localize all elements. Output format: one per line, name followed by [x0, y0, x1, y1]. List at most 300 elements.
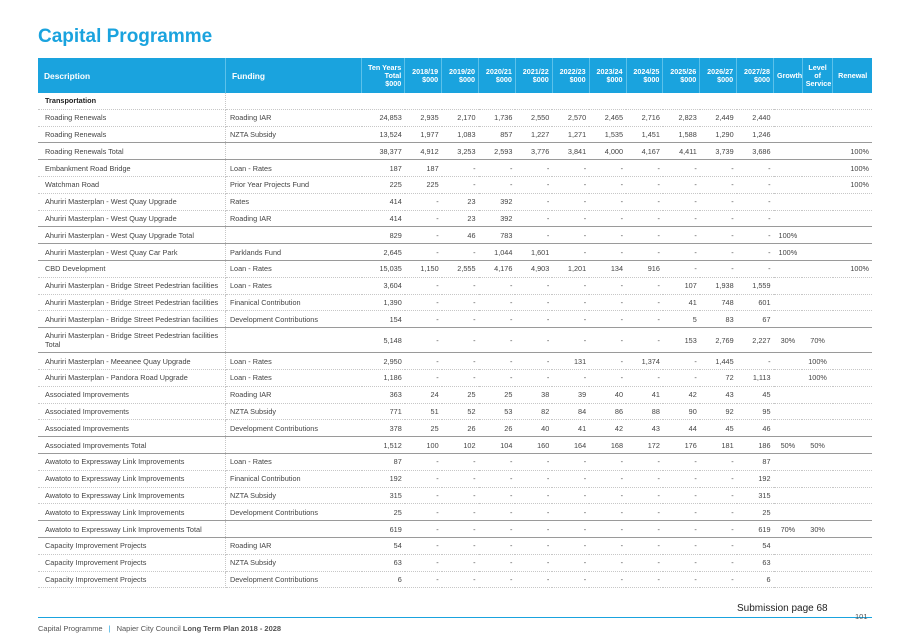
- cell-total: 5,148: [362, 328, 405, 353]
- cell-description: Capacity Improvement Projects: [38, 554, 225, 571]
- cell-total: 154: [362, 311, 405, 328]
- cell-year-value: -: [663, 244, 700, 261]
- cell-year-value: -: [442, 369, 479, 386]
- cell-year-value: 23: [442, 210, 479, 227]
- cell-year-value: 2,769: [700, 328, 737, 353]
- cell-growth: 100%: [774, 244, 803, 261]
- cell-year-value: -: [552, 244, 589, 261]
- cell-level-of-service: [802, 537, 833, 554]
- total-row: [38, 521, 872, 538]
- cell-renewal: [833, 126, 872, 143]
- cell-growth: [774, 193, 803, 210]
- cell-growth: [774, 277, 803, 294]
- cell-year-value: 1,445: [700, 353, 737, 370]
- cell-year-value: -: [589, 277, 626, 294]
- total-row: [38, 143, 872, 160]
- cell-year-value: 2,170: [442, 109, 479, 126]
- header-total: Ten Years Total $000: [362, 58, 405, 93]
- cell-level-of-service: 70%: [802, 328, 833, 353]
- cell-year-value: 1,938: [700, 277, 737, 294]
- cell-year-value: 3,776: [515, 143, 552, 160]
- cell-total: 24,853: [362, 109, 405, 126]
- cell-year-value: -: [442, 160, 479, 177]
- cell-year-value: 45: [700, 420, 737, 437]
- cell-growth: 30%: [774, 328, 803, 353]
- cell-year-value: -: [552, 311, 589, 328]
- cell-year-value: -: [626, 537, 663, 554]
- cell-year-value: -: [405, 571, 442, 588]
- cell-renewal: 100%: [833, 160, 872, 177]
- cell-description: Ahuriri Masterplan - West Quay Car Park: [38, 244, 225, 261]
- cell-year-value: -: [515, 176, 552, 193]
- cell-growth: [774, 420, 803, 437]
- cell-year-value: 2,593: [479, 143, 516, 160]
- empty-cell: [833, 93, 872, 109]
- cell-level-of-service: [802, 470, 833, 487]
- cell-growth: [774, 403, 803, 420]
- cell-year-value: 1,290: [700, 126, 737, 143]
- cell-funding: NZTA Subsidy: [225, 487, 361, 504]
- cell-year-value: -: [589, 554, 626, 571]
- cell-year-value: 601: [737, 294, 774, 311]
- cell-total: 414: [362, 210, 405, 227]
- cell-year-value: 104: [479, 437, 516, 454]
- empty-cell: [700, 93, 737, 109]
- cell-level-of-service: [802, 160, 833, 177]
- cell-year-value: 186: [737, 437, 774, 454]
- cell-renewal: [833, 504, 872, 521]
- cell-level-of-service: [802, 260, 833, 277]
- cell-renewal: [833, 353, 872, 370]
- cell-funding: Development Contributions: [225, 504, 361, 521]
- table-row: [38, 353, 872, 370]
- cell-year-value: -: [442, 470, 479, 487]
- cell-year-value: 86: [589, 403, 626, 420]
- cell-year-value: 6: [737, 571, 774, 588]
- cell-year-value: -: [589, 193, 626, 210]
- cell-year-value: -: [405, 487, 442, 504]
- cell-year-value: 45: [737, 386, 774, 403]
- cell-year-value: 25: [442, 386, 479, 403]
- cell-total: 1,390: [362, 294, 405, 311]
- cell-year-value: 51: [405, 403, 442, 420]
- cell-level-of-service: [802, 403, 833, 420]
- cell-year-value: 1,559: [737, 277, 774, 294]
- cell-funding: Finanical Contribution: [225, 470, 361, 487]
- cell-year-value: 39: [552, 386, 589, 403]
- cell-year-value: -: [589, 176, 626, 193]
- cell-year-value: -: [442, 487, 479, 504]
- cell-renewal: [833, 403, 872, 420]
- total-row: [38, 328, 872, 353]
- empty-cell: [802, 93, 833, 109]
- cell-year-value: 25: [737, 504, 774, 521]
- cell-year-value: -: [405, 311, 442, 328]
- cell-level-of-service: [802, 420, 833, 437]
- cell-year-value: -: [589, 244, 626, 261]
- empty-cell: [774, 93, 803, 109]
- empty-cell: [362, 93, 405, 109]
- cell-year-value: 4,411: [663, 143, 700, 160]
- cell-year-value: 2,465: [589, 109, 626, 126]
- cell-year-value: -: [700, 470, 737, 487]
- cell-renewal: [833, 487, 872, 504]
- cell-renewal: [833, 537, 872, 554]
- cell-year-value: 176: [663, 437, 700, 454]
- cell-funding: Loan - Rates: [225, 160, 361, 177]
- cell-year-value: 2,440: [737, 109, 774, 126]
- cell-funding: Loan - Rates: [225, 277, 361, 294]
- cell-year-value: -: [552, 571, 589, 588]
- table-row: [38, 504, 872, 521]
- cell-year-value: 172: [626, 437, 663, 454]
- cell-funding: NZTA Subsidy: [225, 554, 361, 571]
- cell-funding: Development Contributions: [225, 420, 361, 437]
- cell-year-value: 42: [589, 420, 626, 437]
- cell-year-value: -: [589, 328, 626, 353]
- table-row: [38, 554, 872, 571]
- empty-cell: [405, 93, 442, 109]
- page-number: 101: [855, 612, 868, 621]
- cell-year-value: 102: [442, 437, 479, 454]
- cell-year-value: -: [442, 571, 479, 588]
- cell-year-value: 100: [405, 437, 442, 454]
- cell-year-value: -: [663, 210, 700, 227]
- cell-description: Roading Renewals: [38, 109, 225, 126]
- cell-level-of-service: [802, 277, 833, 294]
- cell-year-value: -: [442, 504, 479, 521]
- cell-level-of-service: [802, 554, 833, 571]
- cell-year-value: -: [515, 487, 552, 504]
- cell-year-value: 1,977: [405, 126, 442, 143]
- cell-year-value: -: [589, 311, 626, 328]
- total-row: [38, 244, 872, 261]
- cell-growth: [774, 571, 803, 588]
- cell-year-value: 54: [737, 537, 774, 554]
- cell-year-value: 3,253: [442, 143, 479, 160]
- cell-year-value: 160: [515, 437, 552, 454]
- footer-council: Napier City Council: [116, 624, 181, 633]
- cell-renewal: [833, 386, 872, 403]
- cell-year-value: -: [737, 260, 774, 277]
- cell-year-value: -: [700, 244, 737, 261]
- cell-funding: [225, 227, 361, 244]
- table-row: [38, 109, 872, 126]
- table-row: [38, 537, 872, 554]
- cell-renewal: [833, 554, 872, 571]
- cell-year-value: -: [552, 193, 589, 210]
- cell-level-of-service: [802, 227, 833, 244]
- cell-total: 1,186: [362, 369, 405, 386]
- cell-description: Ahuriri Masterplan - West Quay Upgrade: [38, 210, 225, 227]
- empty-cell: [515, 93, 552, 109]
- cell-year-value: -: [626, 504, 663, 521]
- table-row: [38, 210, 872, 227]
- cell-growth: [774, 369, 803, 386]
- cell-description: Roading Renewals Total: [38, 143, 225, 160]
- cell-total: 13,524: [362, 126, 405, 143]
- cell-renewal: [833, 420, 872, 437]
- cell-total: 315: [362, 487, 405, 504]
- cell-year-value: -: [700, 176, 737, 193]
- cell-level-of-service: [802, 143, 833, 160]
- cell-renewal: [833, 571, 872, 588]
- cell-year-value: 1,374: [626, 353, 663, 370]
- cell-total: 1,512: [362, 437, 405, 454]
- cell-year-value: 5: [663, 311, 700, 328]
- cell-year-value: 153: [663, 328, 700, 353]
- empty-cell: [626, 93, 663, 109]
- cell-year-value: 82: [515, 403, 552, 420]
- footer-section: Capital Programme: [38, 624, 103, 633]
- cell-year-value: 1,227: [515, 126, 552, 143]
- cell-year-value: -: [479, 353, 516, 370]
- cell-year-value: 2,570: [552, 109, 589, 126]
- cell-year-value: 4,167: [626, 143, 663, 160]
- cell-year-value: -: [589, 571, 626, 588]
- cell-year-value: 88: [626, 403, 663, 420]
- cell-year-value: -: [515, 554, 552, 571]
- cell-renewal: [833, 470, 872, 487]
- cell-year-value: -: [626, 487, 663, 504]
- cell-year-value: 52: [442, 403, 479, 420]
- cell-growth: [774, 537, 803, 554]
- cell-funding: Parklands Fund: [225, 244, 361, 261]
- cell-growth: [774, 470, 803, 487]
- cell-growth: [774, 143, 803, 160]
- cell-year-value: 392: [479, 193, 516, 210]
- cell-year-value: -: [663, 521, 700, 538]
- table-row: [38, 193, 872, 210]
- cell-year-value: -: [589, 369, 626, 386]
- cell-year-value: 72: [700, 369, 737, 386]
- cell-year-value: -: [442, 277, 479, 294]
- cell-year-value: -: [479, 554, 516, 571]
- cell-description: Ahuriri Masterplan - West Quay Upgrade: [38, 193, 225, 210]
- cell-total: 54: [362, 537, 405, 554]
- cell-level-of-service: [802, 294, 833, 311]
- cell-year-value: 40: [589, 386, 626, 403]
- cell-growth: [774, 260, 803, 277]
- cell-year-value: -: [700, 260, 737, 277]
- cell-year-value: -: [515, 193, 552, 210]
- cell-year-value: 4,000: [589, 143, 626, 160]
- cell-year-value: -: [479, 504, 516, 521]
- cell-year-value: 225: [405, 176, 442, 193]
- cell-year-value: -: [405, 210, 442, 227]
- cell-year-value: 95: [737, 403, 774, 420]
- cell-year-value: -: [737, 210, 774, 227]
- cell-year-value: -: [552, 521, 589, 538]
- cell-growth: [774, 453, 803, 470]
- cell-year-value: -: [737, 193, 774, 210]
- cell-year-value: 748: [700, 294, 737, 311]
- cell-description: Ahuriri Masterplan - Bridge Street Pedestrian facilities Total: [38, 328, 225, 353]
- cell-year-value: 3,686: [737, 143, 774, 160]
- cell-year-value: 783: [479, 227, 516, 244]
- cell-year-value: -: [442, 353, 479, 370]
- cell-description: Ahuriri Masterplan - Meeanee Quay Upgrade: [38, 353, 225, 370]
- cell-year-value: -: [405, 328, 442, 353]
- cell-year-value: -: [589, 227, 626, 244]
- cell-year-value: -: [589, 487, 626, 504]
- cell-year-value: -: [479, 571, 516, 588]
- table-row: [38, 571, 872, 588]
- cell-year-value: -: [442, 453, 479, 470]
- cell-year-value: -: [405, 277, 442, 294]
- cell-year-value: -: [442, 537, 479, 554]
- cell-renewal: 100%: [833, 143, 872, 160]
- cell-renewal: [833, 437, 872, 454]
- empty-cell: [737, 93, 774, 109]
- cell-total: 225: [362, 176, 405, 193]
- cell-year-value: -: [663, 504, 700, 521]
- cell-year-value: -: [663, 554, 700, 571]
- cell-year-value: 131: [552, 353, 589, 370]
- cell-level-of-service: [802, 109, 833, 126]
- cell-year-value: -: [442, 554, 479, 571]
- cell-year-value: -: [589, 521, 626, 538]
- cell-total: 25: [362, 504, 405, 521]
- cell-description: Capacity Improvement Projects: [38, 537, 225, 554]
- table-row: [38, 386, 872, 403]
- table-row: [38, 160, 872, 177]
- cell-funding: Finanical Contribution: [225, 294, 361, 311]
- cell-total: 619: [362, 521, 405, 538]
- cell-year-value: -: [700, 571, 737, 588]
- cell-year-value: 2,823: [663, 109, 700, 126]
- cell-year-value: -: [700, 453, 737, 470]
- cell-year-value: -: [479, 521, 516, 538]
- cell-year-value: 1,535: [589, 126, 626, 143]
- cell-year-value: 4,912: [405, 143, 442, 160]
- cell-year-value: -: [442, 176, 479, 193]
- cell-renewal: [833, 294, 872, 311]
- cell-level-of-service: [802, 487, 833, 504]
- cell-funding: [225, 328, 361, 353]
- header-year: 2020/21 $000: [479, 58, 516, 93]
- cell-year-value: 41: [626, 386, 663, 403]
- cell-year-value: 41: [552, 420, 589, 437]
- cell-year-value: -: [552, 210, 589, 227]
- section-row: [38, 93, 872, 109]
- cell-renewal: [833, 193, 872, 210]
- cell-year-value: -: [515, 369, 552, 386]
- cell-year-value: -: [663, 227, 700, 244]
- cell-year-value: -: [626, 369, 663, 386]
- table-header-row: [38, 58, 872, 93]
- footer-rule: [38, 617, 872, 618]
- cell-renewal: [833, 277, 872, 294]
- cell-year-value: 3,841: [552, 143, 589, 160]
- cell-year-value: 2,555: [442, 260, 479, 277]
- cell-growth: 70%: [774, 521, 803, 538]
- cell-level-of-service: [802, 453, 833, 470]
- cell-level-of-service: 50%: [802, 437, 833, 454]
- cell-total: 363: [362, 386, 405, 403]
- cell-growth: [774, 109, 803, 126]
- total-row: [38, 227, 872, 244]
- cell-year-value: -: [479, 369, 516, 386]
- cell-level-of-service: 100%: [802, 353, 833, 370]
- cell-year-value: 192: [737, 470, 774, 487]
- cell-year-value: 107: [663, 277, 700, 294]
- cell-total: 87: [362, 453, 405, 470]
- cell-level-of-service: [802, 193, 833, 210]
- cell-level-of-service: [802, 386, 833, 403]
- cell-total: 192: [362, 470, 405, 487]
- cell-year-value: -: [405, 193, 442, 210]
- cell-year-value: -: [515, 328, 552, 353]
- cell-renewal: [833, 453, 872, 470]
- cell-renewal: [833, 210, 872, 227]
- cell-year-value: -: [442, 311, 479, 328]
- cell-total: 829: [362, 227, 405, 244]
- cell-growth: [774, 311, 803, 328]
- cell-year-value: 1,083: [442, 126, 479, 143]
- cell-level-of-service: [802, 210, 833, 227]
- cell-year-value: -: [626, 453, 663, 470]
- cell-year-value: 26: [442, 420, 479, 437]
- page-title: Capital Programme: [38, 26, 213, 47]
- cell-year-value: -: [589, 160, 626, 177]
- cell-year-value: -: [515, 453, 552, 470]
- cell-year-value: -: [626, 227, 663, 244]
- cell-year-value: 187: [405, 160, 442, 177]
- cell-year-value: -: [589, 453, 626, 470]
- cell-year-value: -: [552, 470, 589, 487]
- footer-plan: Long Term Plan 2018 - 2028: [182, 624, 282, 633]
- cell-renewal: [833, 311, 872, 328]
- capital-programme-table: [38, 58, 872, 588]
- cell-year-value: 53: [479, 403, 516, 420]
- cell-year-value: -: [663, 470, 700, 487]
- cell-year-value: -: [700, 160, 737, 177]
- cell-year-value: 41: [663, 294, 700, 311]
- cell-year-value: 2,716: [626, 109, 663, 126]
- total-row: [38, 437, 872, 454]
- cell-growth: [774, 504, 803, 521]
- header-year: 2023/24 $000: [589, 58, 626, 93]
- cell-year-value: -: [737, 176, 774, 193]
- header-description: Description: [38, 58, 225, 93]
- cell-funding: Loan - Rates: [225, 353, 361, 370]
- cell-description: Ahuriri Masterplan - Bridge Street Pedestrian facilities: [38, 294, 225, 311]
- cell-year-value: 63: [737, 554, 774, 571]
- cell-year-value: -: [626, 328, 663, 353]
- cell-year-value: 24: [405, 386, 442, 403]
- cell-year-value: -: [700, 554, 737, 571]
- cell-year-value: -: [515, 277, 552, 294]
- cell-description: Associated Improvements: [38, 403, 225, 420]
- cell-funding: NZTA Subsidy: [225, 403, 361, 420]
- cell-description: Associated Improvements Total: [38, 437, 225, 454]
- cell-year-value: -: [663, 176, 700, 193]
- header-year: 2025/26 $000: [663, 58, 700, 93]
- cell-year-value: -: [626, 244, 663, 261]
- empty-cell: [479, 93, 516, 109]
- table-row: [38, 420, 872, 437]
- cell-year-value: -: [515, 504, 552, 521]
- cell-total: 414: [362, 193, 405, 210]
- cell-year-value: -: [552, 227, 589, 244]
- cell-year-value: -: [663, 453, 700, 470]
- cell-funding: Development Contributions: [225, 311, 361, 328]
- cell-year-value: -: [626, 311, 663, 328]
- cell-year-value: -: [405, 369, 442, 386]
- cell-year-value: -: [589, 294, 626, 311]
- cell-year-value: 1,246: [737, 126, 774, 143]
